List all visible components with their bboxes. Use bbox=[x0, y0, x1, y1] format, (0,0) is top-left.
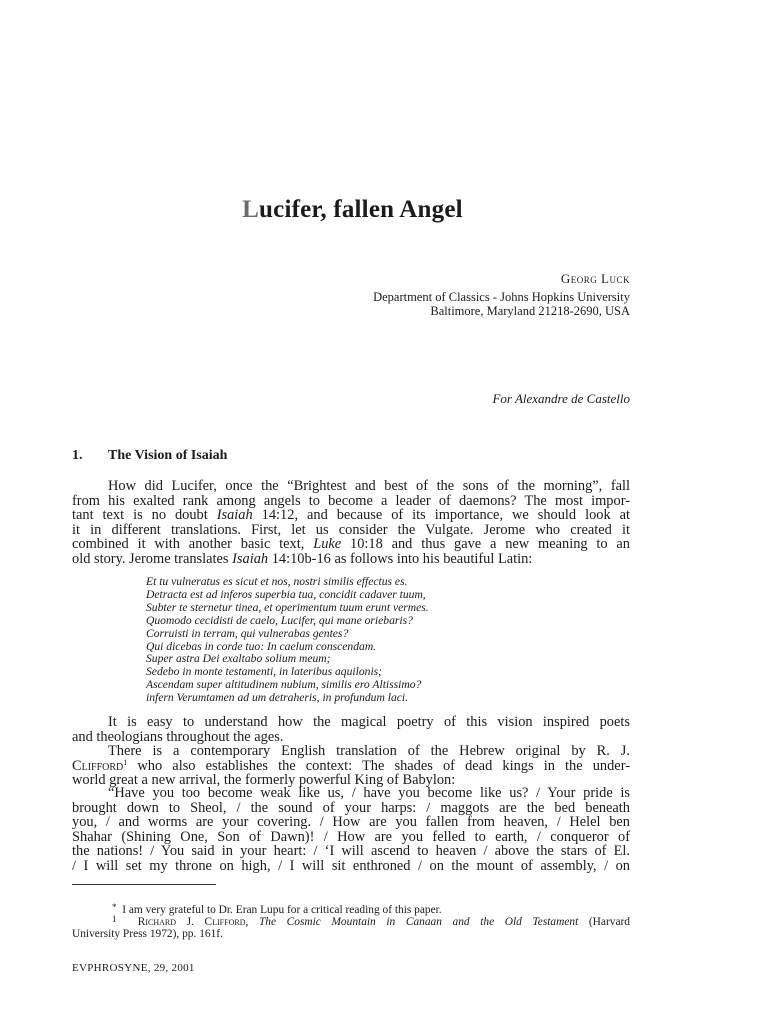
text-line: you, / and worms are your covering. / How are you fallen from heaven, / Helel ben bbox=[72, 814, 630, 831]
text-line: Shahar (Shining One, Son of Dawn)! / How are you felled to earth, / conqueror of bbox=[72, 828, 630, 845]
paragraph-2 bbox=[72, 715, 630, 744]
text-line: and theologians throughout the ages. bbox=[72, 728, 284, 745]
affiliation-address: Baltimore, Maryland 21218-2690, USA bbox=[430, 304, 630, 318]
footnote-1 bbox=[72, 913, 630, 940]
verse-line: Et tu vulneratus es sicut et nos, nostri similis effectus es. bbox=[146, 575, 408, 588]
footnote-mark: * bbox=[112, 902, 117, 912]
scripture-reference: Isaiah bbox=[232, 550, 269, 567]
footnote-author: Richard J. Clifford, bbox=[137, 916, 249, 928]
title-initial: L bbox=[242, 196, 260, 223]
footnote-book-title: The Cosmic Mountain in Canaan and the Old Testament bbox=[258, 916, 579, 928]
verse-line: Sedebo in monte testamenti, in lateribus aquilonis; bbox=[146, 665, 383, 679]
scripture-reference: Isaiah bbox=[216, 507, 253, 524]
paragraph-3 bbox=[72, 744, 630, 788]
verse-line: Super astra Dei exaltabo solium meum; bbox=[146, 652, 331, 666]
footnote-publisher: (Harvard bbox=[588, 916, 630, 928]
verse-line: Quomodo cecidisti de caelo, Lucifer, qui mane oriebaris? bbox=[146, 613, 413, 627]
text-line: it in different translations. First, let us consider the Vulgate. Jerome who created it bbox=[72, 521, 630, 538]
clifford-name: Clifford bbox=[72, 757, 124, 774]
section-heading bbox=[72, 448, 227, 464]
verse-line: Ascendam super altitudinem nubium, similis ero Altissimo? bbox=[146, 678, 422, 692]
section-number: 1. bbox=[72, 448, 83, 463]
latin-quotation bbox=[146, 576, 429, 705]
footnote-line: University Press 1972), pp. 161f. bbox=[72, 928, 223, 940]
text-line: “Have you too become weak like us, / have you become like us? / Your pride is bbox=[108, 785, 630, 801]
text-line: old story. Jerome translates Isaiah 14:10b-16 as follows into his beautiful Latin: bbox=[72, 550, 533, 567]
footnote-text: I am very grateful to Dr. Eran Lupu for a critical reading of this paper. bbox=[122, 904, 442, 916]
text-line: brought down to Sheol, / the sound of your harps: / maggots are the bed beneath bbox=[72, 799, 630, 816]
dedication: For Alexandre de Castello bbox=[492, 391, 630, 406]
text-line: How did Lucifer, once the “Brightest and best of the sons of the morning”, fall bbox=[108, 478, 630, 494]
text-line: / I will set my throne on high, / I will sit enthroned / on the mount of assembly, / on bbox=[72, 857, 630, 874]
text-line: the nations! / You said in your heart: / ‘I will ascend to heaven / above the stars of El. bbox=[72, 843, 630, 860]
verse-line: Qui dicebas in corde tuo: In caelum conscendam. bbox=[146, 639, 377, 653]
paragraph-4 bbox=[72, 786, 630, 874]
footnote-line bbox=[72, 913, 630, 928]
text-line: combined it with another basic text, Luke 10:18 and thus gave a new meaning to an bbox=[72, 536, 631, 553]
verse-line: Detracta est ad inferos superbia tua, concidit cadaver tuum, bbox=[146, 587, 426, 601]
verse-line: infern Verumtamen ad um detraheris, in profundum laci. bbox=[146, 691, 409, 705]
text-line: It is easy to understand how the magical poetry of this vision inspired poets bbox=[108, 714, 630, 730]
text-line bbox=[72, 759, 630, 774]
journal-footer: EVPHROSYNE, 29, 2001 bbox=[72, 962, 195, 974]
verse-line: Subter te sternetur tinea, et operimentum tuum erunt vermes. bbox=[146, 600, 429, 614]
text-line: There is a contemporary English translation of the Hebrew original by R. J. bbox=[108, 743, 630, 759]
text-fragment: who also establishes the context: The shades of dead kings in the under- bbox=[127, 757, 630, 774]
text-line: world great a new arrival, the formerly powerful King of Babylon: bbox=[72, 772, 456, 789]
verse-line: Corruisti in terram, qui vulnerabas gentes? bbox=[146, 626, 349, 640]
text-line: tant text is no doubt Isaiah 14:12, and because of its importance, we should look at bbox=[72, 507, 630, 524]
footnote-divider bbox=[72, 884, 216, 885]
footnote-mark: 1 bbox=[112, 914, 117, 924]
article-title: Lucifer, fallen Angel bbox=[242, 196, 463, 223]
footnote-ref: 1 bbox=[123, 757, 128, 767]
scripture-reference: Luke bbox=[313, 536, 342, 553]
paragraph-1 bbox=[72, 479, 630, 567]
section-title: The Vision of Isaiah bbox=[108, 448, 228, 463]
text-line: from his exalted rank among angels to become a leader of daemons? The most impor- bbox=[72, 492, 630, 509]
author-name: Georg Luck bbox=[560, 271, 630, 286]
affiliation-department: Department of Classics - Johns Hopkins University bbox=[373, 290, 630, 304]
